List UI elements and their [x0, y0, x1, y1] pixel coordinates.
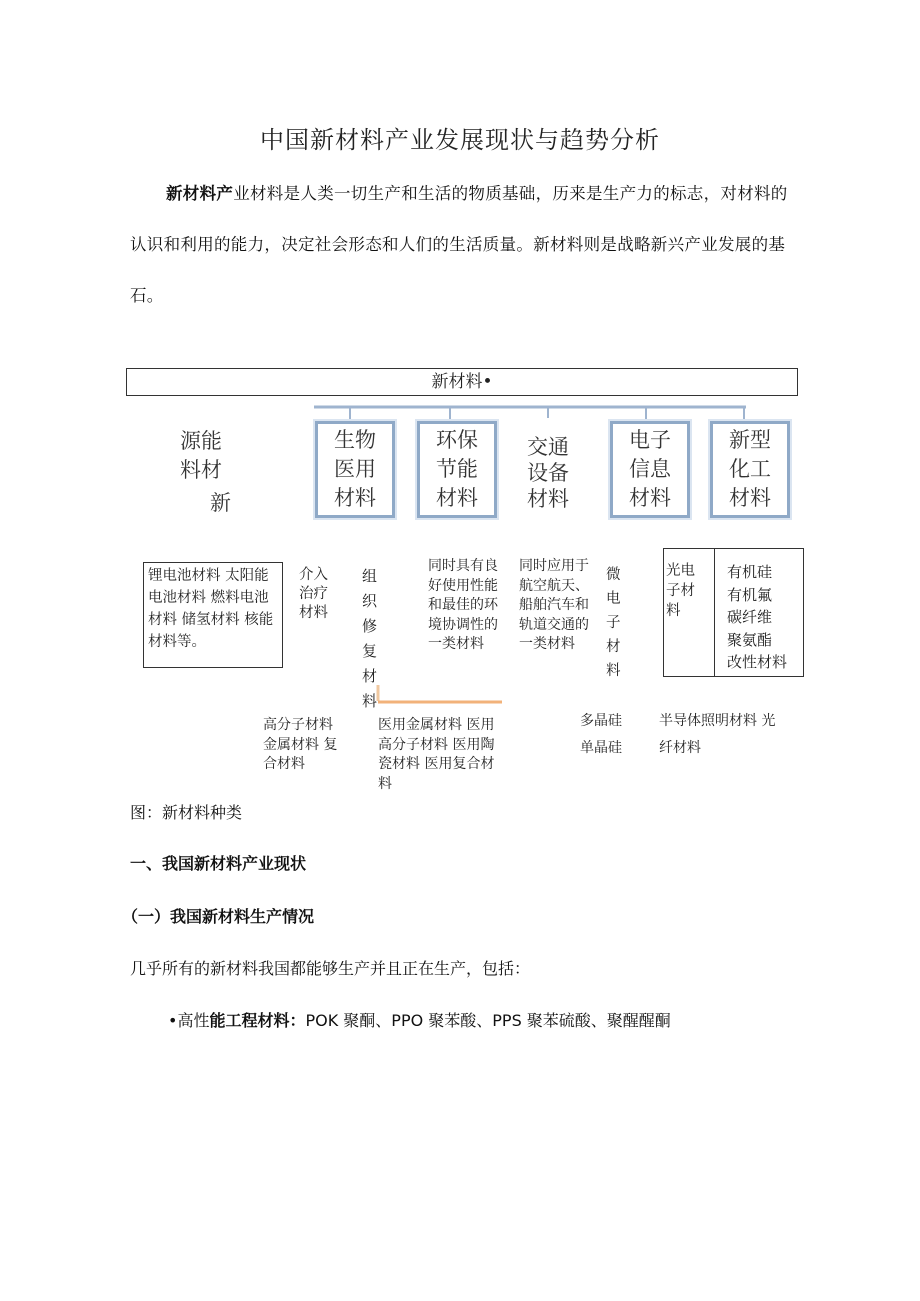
bio-detail-2: 组织修复材料: [362, 567, 386, 710]
category-bio: 生物 医用 材料: [315, 421, 395, 518]
transport-detail: 同时应用于航空航天、船舶汽车和轨道交通的一类材料: [519, 558, 589, 652]
micro-sub: 多晶硅 单晶硅: [580, 713, 622, 756]
subsection-heading-1: （一）我国新材料生产情况: [122, 907, 315, 926]
bio-sub-2: 医用金属材料 医用高分子材料 医用陶瓷材料 医用复合材料: [378, 717, 495, 792]
figure-caption: 图：新材料种类: [130, 803, 243, 822]
micro-detail: 微电子材料: [606, 567, 630, 679]
body-line-1: 几乎所有的新材料我国都能够生产并且正在生产，包括：: [130, 959, 531, 978]
opto-detail: 光电子材料: [666, 563, 695, 619]
opto-sub: 半导体照明材料 光纤材料: [659, 713, 776, 756]
category-electronic: 电子 信息 材料: [610, 421, 690, 518]
section-heading-1: 一、我国新材料产业现状: [130, 854, 307, 873]
intro-bold-lead: 新材料产: [166, 184, 234, 203]
intro-text: 业材料是人类一切生产和生活的物质基础，历来是生产力的标志，对材料的认识和利用的能力，决定社会形态和人们的生活质量。新材料则是战略新兴产业发展的基石。: [130, 184, 788, 305]
bio-detail-1: 介入治疗材料: [299, 567, 328, 621]
opto-chem-divider: [714, 549, 715, 676]
category-eco: 环保 节能 材料: [417, 421, 497, 518]
category-transport: 交通 设备 材料: [527, 435, 569, 511]
category-chemical: 新型 化工 材料: [710, 421, 790, 518]
micro-sub-clip: [580, 708, 640, 756]
eco-detail: 同时具有良好使用性能和最佳的环境协调性的一类材料: [428, 558, 498, 652]
intro-paragraph: [130, 168, 800, 321]
diagram-root: 新材料•: [126, 368, 798, 396]
bio-sub-1: 高分子材料 金属材料 复合材料: [263, 717, 338, 772]
chem-detail-list: 有机硅 有机氟 碳纤维 聚氨酯 改性材料: [727, 563, 788, 671]
energy-detail-box: 锂电池材料 太阳能电池材料 燃料电池材料 储氢材料 核能材料等。: [143, 562, 283, 668]
category-energy: 源能 料材 新: [180, 429, 231, 515]
eco-orange-bracket: [374, 682, 504, 706]
opto-sub-clip: [659, 708, 779, 756]
bullet-item: •高性能工程材料：POK 聚酮、PPO 聚苯酸、PPS 聚苯硫酸、聚醒醒酮: [168, 1011, 671, 1030]
page-title: 中国新材料产业发展现状与趋势分析: [260, 126, 660, 154]
